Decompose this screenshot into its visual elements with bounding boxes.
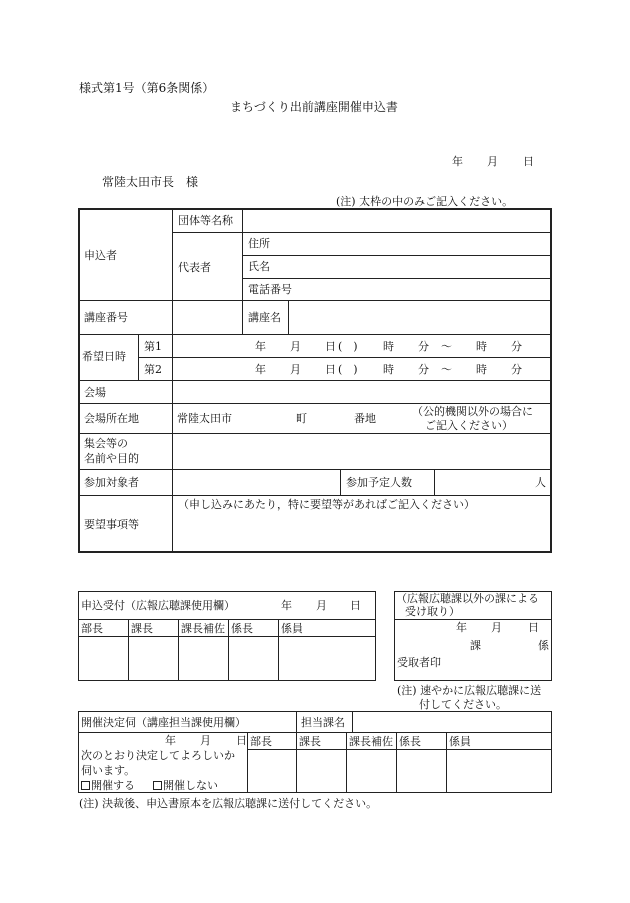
decision-text-line1: 次のとおり決定してよろしいか [81, 749, 235, 762]
venue-city: 常陸太田市 [177, 412, 232, 425]
date-month-label: 月 [487, 155, 498, 168]
course-number-label: 講座番号 [84, 311, 128, 324]
choice-1-label: 第1 [144, 340, 162, 353]
reception-seal-kakaricho[interactable] [229, 637, 277, 680]
course-name-input[interactable] [290, 302, 550, 333]
other-dept-section: 課 [470, 639, 481, 652]
representative-label: 代表者 [178, 261, 211, 274]
responsible-dept-label: 担当課名 [301, 716, 345, 729]
choice-1-month: 月 [290, 340, 301, 353]
org-name-input[interactable] [244, 210, 550, 231]
phone-label: 電話番号 [248, 283, 292, 296]
reception-seal-kacho[interactable] [129, 637, 177, 680]
choice-1-tilde: ～ [441, 340, 452, 353]
receiver-seal-area[interactable] [440, 652, 550, 679]
expected-count-input[interactable] [436, 471, 526, 494]
thick-frame-note: (注) 太枠の中のみご記入ください。 [336, 195, 514, 208]
decision-seal-bucho[interactable] [248, 750, 295, 792]
reception-month: 月 [316, 599, 327, 612]
responsible-dept-input[interactable] [354, 713, 550, 731]
reception-col-bucho: 部長 [81, 622, 103, 635]
choice-2-hour-start: 時 [383, 363, 394, 376]
hold-checkbox[interactable] [81, 781, 90, 790]
form-number: 様式第1号（第6条関係） [79, 81, 215, 95]
decision-col-kacho: 課長 [299, 735, 321, 748]
venue-note-line1: （公的機関以外の場合に [412, 405, 533, 418]
choice-2-tilde: ～ [441, 363, 452, 376]
other-dept-unit: 係 [538, 639, 549, 652]
reception-col-kachohosa: 課長補佐 [181, 622, 225, 635]
desired-date-label: 希望日時 [82, 350, 126, 363]
course-number-input[interactable] [174, 302, 241, 333]
date-day-label: 日 [523, 155, 534, 168]
reception-seal-kachohosa[interactable] [179, 637, 227, 680]
meeting-purpose-input[interactable] [174, 435, 550, 468]
other-dept-month: 月 [491, 621, 502, 634]
decision-day: 日 [236, 734, 247, 747]
other-dept-note-line2: 付してください。 [419, 698, 507, 711]
address-label: 住所 [248, 237, 270, 250]
choice-1-minute-start: 分 [418, 340, 429, 353]
reception-seal-bucho[interactable] [79, 637, 127, 680]
receiver-seal-label: 受取者印 [397, 656, 441, 669]
meeting-label-line1: 集会等の [84, 437, 128, 450]
reception-seal-kakariin[interactable] [279, 637, 375, 680]
decision-col-bucho: 部長 [250, 735, 272, 748]
venue-town-unit: 町 [296, 412, 307, 425]
not-hold-checkbox[interactable] [153, 781, 162, 790]
org-name-label: 団体等名称 [178, 214, 233, 227]
other-dept-note-line1: (注) 速やかに広報広聴課に送 [397, 684, 542, 697]
choice-1-year: 年 [255, 340, 266, 353]
option-not-hold[interactable] [153, 779, 218, 792]
decision-text-line2: 伺います。 [81, 764, 136, 777]
reception-year: 年 [281, 599, 292, 612]
choice-2-minute-end: 分 [511, 363, 522, 376]
choice-2-weekday: ( ) [338, 363, 358, 376]
course-name-label: 講座名 [248, 311, 281, 324]
choice-2-month: 月 [290, 363, 301, 376]
choice-2-hour-end: 時 [476, 363, 487, 376]
date-year-label: 年 [452, 155, 463, 168]
other-dept-year: 年 [456, 621, 467, 634]
decision-col-kakaricho: 係長 [399, 735, 421, 748]
name-label: 氏名 [248, 260, 270, 273]
footer-note: (注) 決裁後、申込書原本を広報広聴課に送付してください。 [79, 797, 378, 810]
applicant-label: 申込者 [84, 249, 117, 262]
choice-1-minute-end: 分 [511, 340, 522, 353]
decision-year: 年 [165, 734, 176, 747]
decision-month: 月 [200, 734, 211, 747]
not-hold-checkbox-label: 開催しない [163, 779, 218, 792]
name-input[interactable] [290, 257, 550, 277]
choice-1-day: 日 [325, 340, 336, 353]
meeting-label-line2: 名前や目的 [84, 452, 139, 465]
reception-col-kakariin: 係員 [281, 622, 303, 635]
option-hold[interactable] [81, 779, 135, 792]
venue-lot-unit: 番地 [354, 412, 376, 425]
reception-col-kacho: 課長 [131, 622, 153, 635]
other-dept-day: 日 [528, 621, 539, 634]
decision-col-kakariin: 係員 [449, 735, 471, 748]
target-label: 参加対象者 [84, 476, 139, 489]
other-dept-title-line1: （広報広聴課以外の課による [396, 592, 539, 605]
venue-note-line2: ご記入ください） [425, 419, 513, 432]
choice-2-year: 年 [255, 363, 266, 376]
reception-col-kakaricho: 係長 [231, 622, 253, 635]
choice-1-hour-start: 時 [383, 340, 394, 353]
decision-seal-kakaricho[interactable] [397, 750, 445, 792]
hold-checkbox-label: 開催する [91, 779, 135, 792]
addressee: 常陸太田市長 様 [102, 175, 199, 189]
choice-1-hour-end: 時 [476, 340, 487, 353]
address-input[interactable] [290, 234, 550, 254]
requests-label: 要望事項等 [84, 518, 139, 531]
choice-2-minute-start: 分 [418, 363, 429, 376]
venue-input[interactable] [174, 382, 550, 402]
decision-title: 開催決定伺（講座担当課使用欄） [81, 716, 246, 729]
requests-note: （申し込みにあたり，特に要望等があればご記入ください） [178, 498, 475, 511]
decision-seal-kachohosa[interactable] [347, 750, 395, 792]
choice-1-weekday: ( ) [338, 340, 358, 353]
decision-seal-kakariin[interactable] [447, 750, 551, 792]
reception-day: 日 [350, 599, 361, 612]
other-dept-title-line2: 受け取り） [405, 605, 460, 618]
decision-seal-kacho[interactable] [297, 750, 345, 792]
expected-count-label: 参加予定人数 [346, 476, 412, 489]
decision-col-kachohosa: 課長補佐 [349, 735, 393, 748]
venue-label: 会場 [84, 386, 106, 399]
target-input[interactable] [174, 471, 339, 494]
reception-title: 申込受付（広報広聴課使用欄） [81, 599, 235, 612]
phone-input[interactable] [300, 280, 550, 299]
people-unit: 人 [535, 476, 546, 489]
choice-2-label: 第2 [144, 363, 162, 376]
venue-address-label: 会場所在地 [84, 412, 139, 425]
page-title: まちづくり出前講座開催申込書 [230, 100, 398, 114]
requests-input[interactable] [174, 513, 550, 551]
choice-2-day: 日 [325, 363, 336, 376]
